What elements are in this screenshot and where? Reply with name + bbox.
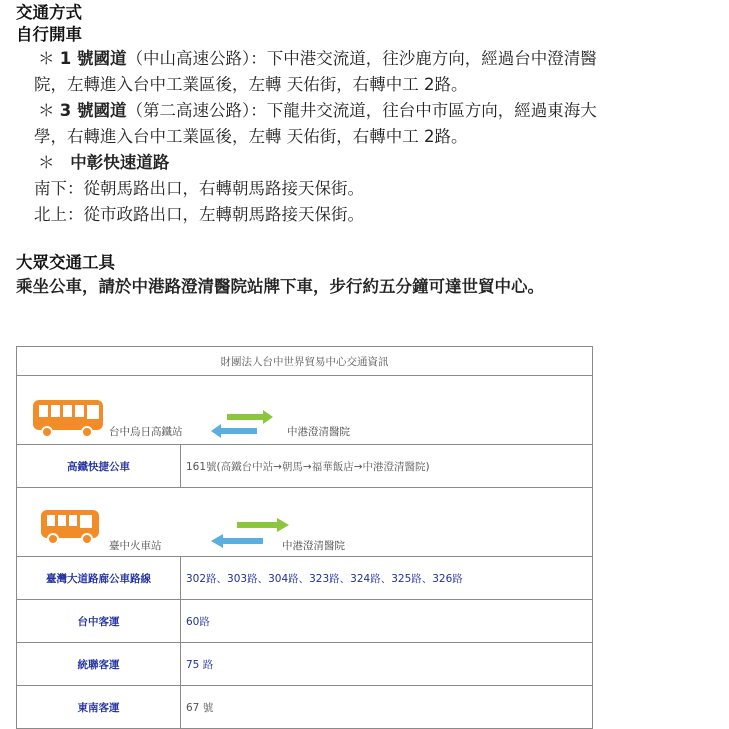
highway-3-line2: 學，右轉進入台中工業區後，左轉 天佑街，右轉中工 2路。 bbox=[34, 127, 468, 146]
highway-text: （第二高速公路）：下龍井交流道，往台中市區方向，經過東海大 bbox=[126, 101, 597, 120]
route-train bbox=[17, 488, 593, 557]
taiwan-blvd-bus-label: 臺灣大道路廊公車路線 bbox=[17, 557, 181, 600]
section-title: 交通方式 bbox=[16, 3, 82, 22]
southeast-bus-label: 東南客運 bbox=[17, 686, 181, 729]
bullet: ＊ bbox=[38, 49, 55, 68]
taichung-bus-label: 台中客運 bbox=[17, 600, 181, 643]
bullet: ＊ bbox=[38, 101, 55, 120]
section-subtitle: 自行開車 bbox=[16, 25, 82, 44]
table-title: 財團法人台中世界貿易中心交通資訊 bbox=[17, 347, 593, 376]
bus-icon bbox=[39, 506, 103, 546]
southeast-bus-value: 67 號 bbox=[181, 686, 593, 729]
route-hsr bbox=[17, 376, 593, 445]
hsr-bus-value: 161號(高鐵台中站→朝馬→福華飯店→中港澄清醫院) bbox=[181, 445, 593, 488]
highway-3-line bbox=[16, 98, 721, 124]
northbound-line: 北上：從市政路出口，左轉朝馬路接天保街。 bbox=[34, 205, 364, 224]
highway-name: 3 號國道 bbox=[59, 101, 127, 120]
taichung-bus-value: 60路 bbox=[181, 600, 593, 643]
ubus-label: 統聯客運 bbox=[17, 643, 181, 686]
exchange-arrows-icon bbox=[207, 410, 277, 438]
expressway-line bbox=[16, 150, 721, 176]
hsr-bus-label: 高鐵快捷公車 bbox=[17, 445, 181, 488]
public-transport-title: 大眾交通工具 bbox=[16, 253, 115, 272]
ubus-value: 75 路 bbox=[181, 643, 593, 686]
southbound-line: 南下：從朝馬路出口，右轉朝馬路接天保街。 bbox=[34, 179, 364, 198]
highway-1-line2: 院，左轉進入台中工業區後，左轉 天佑街，右轉中工 2路。 bbox=[34, 75, 468, 94]
bus-icon bbox=[31, 396, 107, 440]
transport-info-table bbox=[16, 346, 593, 729]
expressway-name: 中彰快速道路 bbox=[70, 153, 170, 172]
bullet: ＊ bbox=[38, 153, 55, 172]
route-to: 中港澄清醫院 bbox=[287, 426, 350, 438]
route-from: 台中烏日高鐵站 bbox=[109, 426, 183, 438]
document-body bbox=[16, 0, 721, 300]
route-to: 中港澄清醫院 bbox=[282, 540, 345, 552]
highway-text: （中山高速公路）：下中港交流道，往沙鹿方向，經過台中澄清醫 bbox=[126, 49, 597, 68]
public-transport-text: 乘坐公車，請於中港路澄清醫院站牌下車，步行約五分鐘可達世貿中心。 bbox=[16, 277, 544, 296]
highway-name: 1 號國道 bbox=[59, 49, 127, 68]
highway-1-line bbox=[16, 46, 721, 72]
route-from: 臺中火車站 bbox=[109, 540, 162, 552]
taiwan-blvd-bus-value: 302路、303路、304路、323路、324路、325路、326路 bbox=[181, 557, 593, 600]
